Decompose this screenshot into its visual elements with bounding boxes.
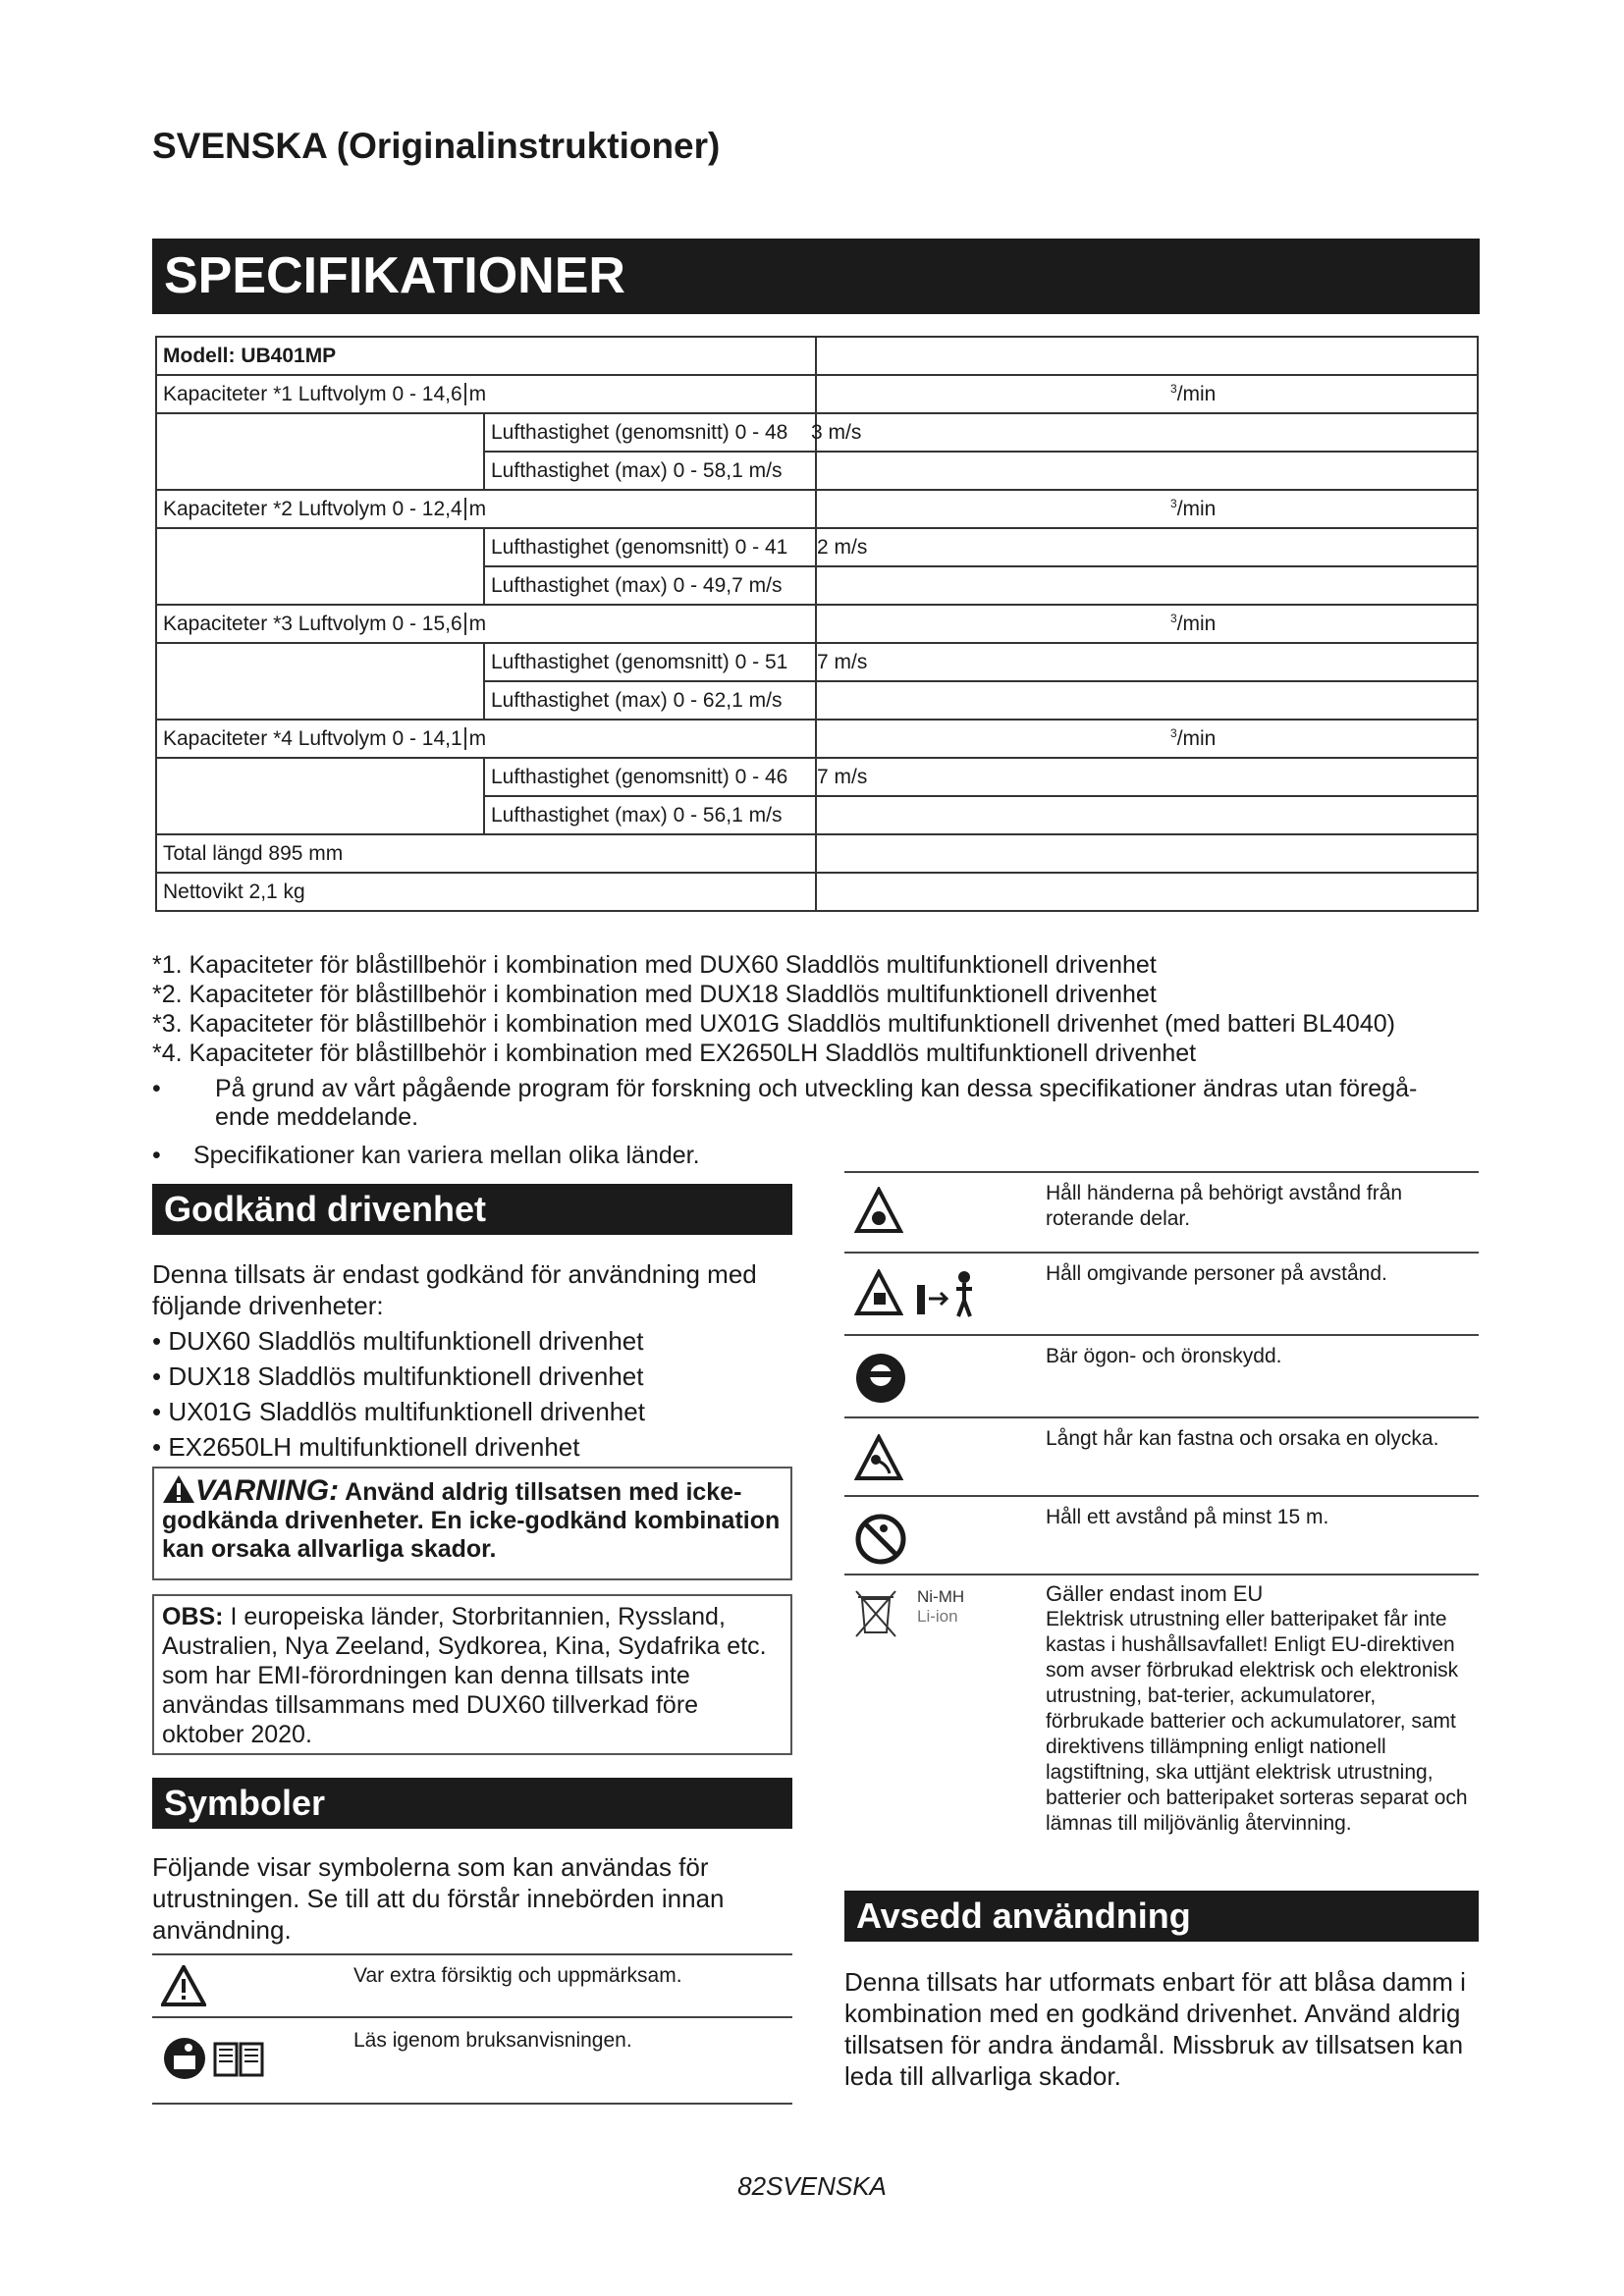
symbol-text: Håll händerna på behörigt avstånd från roterande delar. (1046, 1182, 1403, 1230)
footnote: *3. Kapaciteter för blåstillbehör i kombination med UX01G Sladdlös multifunktionell drivenhet (med batteri BL4040) (152, 1010, 1395, 1038)
warning-icon (162, 1474, 195, 1504)
symbol-text: Läs igenom bruksanvisningen. (353, 2029, 632, 2052)
symbol-text: Var extra försiktig och uppmärksam. (353, 1964, 682, 1987)
capacity-volume-cell: Kapaciteter *3 Luftvolym 0 - 15,6 m (156, 605, 816, 643)
bullet-marker: • (152, 1142, 161, 1169)
intended-use-heading: Avsedd användning (844, 1891, 1479, 1942)
footnotes (152, 950, 1395, 1068)
table-row (156, 834, 1478, 873)
bullet-marker: • (152, 1075, 161, 1102)
eye-ear-protection-icon (854, 1352, 907, 1405)
list-item: • DUX18 Sladdlös multifunktionell drivenhet (152, 1362, 644, 1391)
symbol-row (844, 1334, 1479, 1416)
page-title: SVENSKA (Originalinstruktioner) (152, 126, 721, 166)
symbol-text: Håll ett avstånd på minst 15 m. (1046, 1506, 1329, 1528)
approved-heading: Godkänd drivenhet (152, 1184, 792, 1235)
table-row (156, 873, 1478, 911)
warning-label: VARNING: (195, 1474, 340, 1507)
symbol-row (152, 1953, 792, 2016)
symbol-row (844, 1574, 1479, 1868)
symbol-row (844, 1416, 1479, 1495)
caution-icon (161, 1965, 206, 2006)
avg-speed-cell: Lufthastighet (genomsnitt) 0 - 46 (484, 758, 816, 796)
avg-speed-cell: Lufthastighet (genomsnitt) 0 - 48 (484, 413, 816, 452)
weight-cell: Nettovikt 2,1 kg (156, 873, 816, 911)
avg-speed-cell: Lufthastighet (genomsnitt) 0 - 41 (484, 528, 816, 566)
read-manual-icon (162, 2036, 207, 2081)
approved-intro: Denna tillsats är endast godkänd för användning med följande drivenheter: (152, 1259, 757, 1320)
bystander-warning-icon (854, 1269, 903, 1316)
avg-speed-cell: Lufthastighet (genomsnitt) 0 - 51 (484, 643, 816, 681)
note-line: På grund av vårt pågående program för forskning och utveckling kan dessa specifikationer ändras utan föregå- (215, 1075, 1418, 1102)
table-row (156, 720, 1478, 758)
battery-type-label: Ni-MH Li-ion (917, 1587, 965, 1626)
symbol-text: Bär ögon- och öronskydd. (1046, 1345, 1282, 1367)
obs-label: OBS: (162, 1603, 224, 1630)
table-row (156, 375, 1478, 413)
spec-table (155, 336, 1479, 912)
warning-box (152, 1467, 792, 1580)
footnote: *4. Kapaciteter för blåstillbehör i kombination med EX2650LH Sladdlös multifunktionell drivenhet (152, 1040, 1197, 1067)
unit-cell: $^3$/min (816, 375, 1478, 413)
warning-text: Använd aldrig tillsatsen med icke-godkända drivenheter. En icke-godkänd kombination kan orsaka allvarliga skador. (162, 1478, 781, 1563)
footnote: *2. Kapaciteter för blåstillbehör i kombination med DUX18 Sladdlös multifunktionell drivenhet (152, 981, 1157, 1008)
symbols-intro: Följande visar symbolerna som kan användas för utrustningen. Se till att du förstår innebörden innan användning. (152, 1852, 725, 1945)
keep-15m-distance-icon (854, 1513, 907, 1566)
table-row (156, 605, 1478, 643)
symbols-heading: Symboler (152, 1778, 792, 1829)
list-item: • EX2650LH multifunktionell drivenhet (152, 1432, 580, 1462)
table-row: Lufthastighet (genomsnitt) 0 - 46 7 m/s (156, 758, 1478, 796)
keep-distance-person-icon (915, 1269, 984, 1318)
unit-cell: $^3$/min (816, 490, 1478, 528)
symbol-text: Långt hår kan fastna och orsaka en olycka. (1046, 1427, 1439, 1450)
book-icon (213, 2040, 264, 2079)
spec-note-2 (152, 1142, 1036, 1170)
page-footer: 82SVENSKA (737, 2171, 887, 2201)
max-speed-cell: Lufthastighet (max) 0 - 58,1 m/s (484, 452, 816, 490)
long-hair-warning-icon (854, 1434, 903, 1481)
rotating-parts-icon (854, 1187, 903, 1234)
symbol-text: Håll omgivande personer på avstånd. (1046, 1262, 1387, 1285)
capacity-volume-cell: Kapaciteter *1 Luftvolym 0 - 14,6 m (156, 375, 816, 413)
note-line: Specifikationer kan variera mellan olika länder. (193, 1142, 700, 1169)
unit-cell: $^3$/min (816, 605, 1478, 643)
table-row: Lufthastighet (genomsnitt) 0 - 48 3 m/s (156, 413, 1478, 452)
length-cell: Total längd 895 mm (156, 834, 816, 873)
model-cell: Modell: UB401MP (156, 337, 816, 375)
obs-box (152, 1594, 792, 1755)
symbol-row (844, 1252, 1479, 1334)
spec-note-1 (152, 1075, 1480, 1132)
max-speed-cell: Lufthastighet (max) 0 - 56,1 m/s (484, 796, 816, 834)
symbol-row (844, 1171, 1479, 1252)
table-row: Lufthastighet (genomsnitt) 0 - 51 7 m/s (156, 643, 1478, 681)
eu-body: Elektrisk utrustning eller batteripaket får inte kastas i hushållsavfallet! Enligt EU-direktiven som avser förbrukad elektrisk och elektronisk utrustning, bat-terier, ackumulatorer, förbrukade batterier och ackumulatorer, samt direktivens tillämpning enligt nationell lagstiftning, ska uttjänt elektrisk utrustning, batterier och batteripaket sorteras separat och lämnas till miljövänlig återvinning. (1046, 1608, 1468, 1835)
note-line: ende meddelande. (215, 1103, 419, 1131)
table-row (156, 490, 1478, 528)
symbol-row (152, 2016, 792, 2105)
unit-cell: $^3$/min (816, 720, 1478, 758)
max-speed-cell: Lufthastighet (max) 0 - 49,7 m/s (484, 566, 816, 605)
symbol-row (844, 1495, 1479, 1574)
list-item: • UX01G Sladdlös multifunktionell drivenhet (152, 1397, 645, 1426)
table-row (156, 337, 1478, 375)
intended-use-text: Denna tillsats har utformats enbart för att blåsa damm i kombination med en godkänd drivenhet. Använd aldrig tillsatsen för andra ändamål. Missbruk av tillsatsen kan leda till allvarliga skador. (844, 1967, 1466, 2091)
table-row: Lufthastighet (genomsnitt) 0 - 41 2 m/s (156, 528, 1478, 566)
obs-text: I europeiska länder, Storbritannien, Ryssland, Australien, Nya Zeeland, Sydkorea, Kina, Sydafrika etc. som har EMI-förordningen kan denna tillsats inte användas tillsammans med DUX60 tillverkad före oktober 2020. (162, 1603, 767, 1748)
approved-list (152, 1323, 792, 1465)
footnote: *1. Kapaciteter för blåstillbehör i kombination med DUX60 Sladdlös multifunktionell drivenhet (152, 951, 1157, 979)
max-speed-cell: Lufthastighet (max) 0 - 62,1 m/s (484, 681, 816, 720)
capacity-volume-cell: Kapaciteter *2 Luftvolym 0 - 12,4 m (156, 490, 816, 528)
spec-heading: SPECIFIKATIONER (152, 239, 1480, 314)
crossed-bin-icon (854, 1587, 897, 1640)
eu-text (1046, 1581, 1470, 1837)
list-item: • DUX60 Sladdlös multifunktionell drivenhet (152, 1326, 644, 1356)
capacity-volume-cell: Kapaciteter *4 Luftvolym 0 - 14,1 m (156, 720, 816, 758)
eu-title: Gäller endast inom EU (1046, 1581, 1264, 1606)
